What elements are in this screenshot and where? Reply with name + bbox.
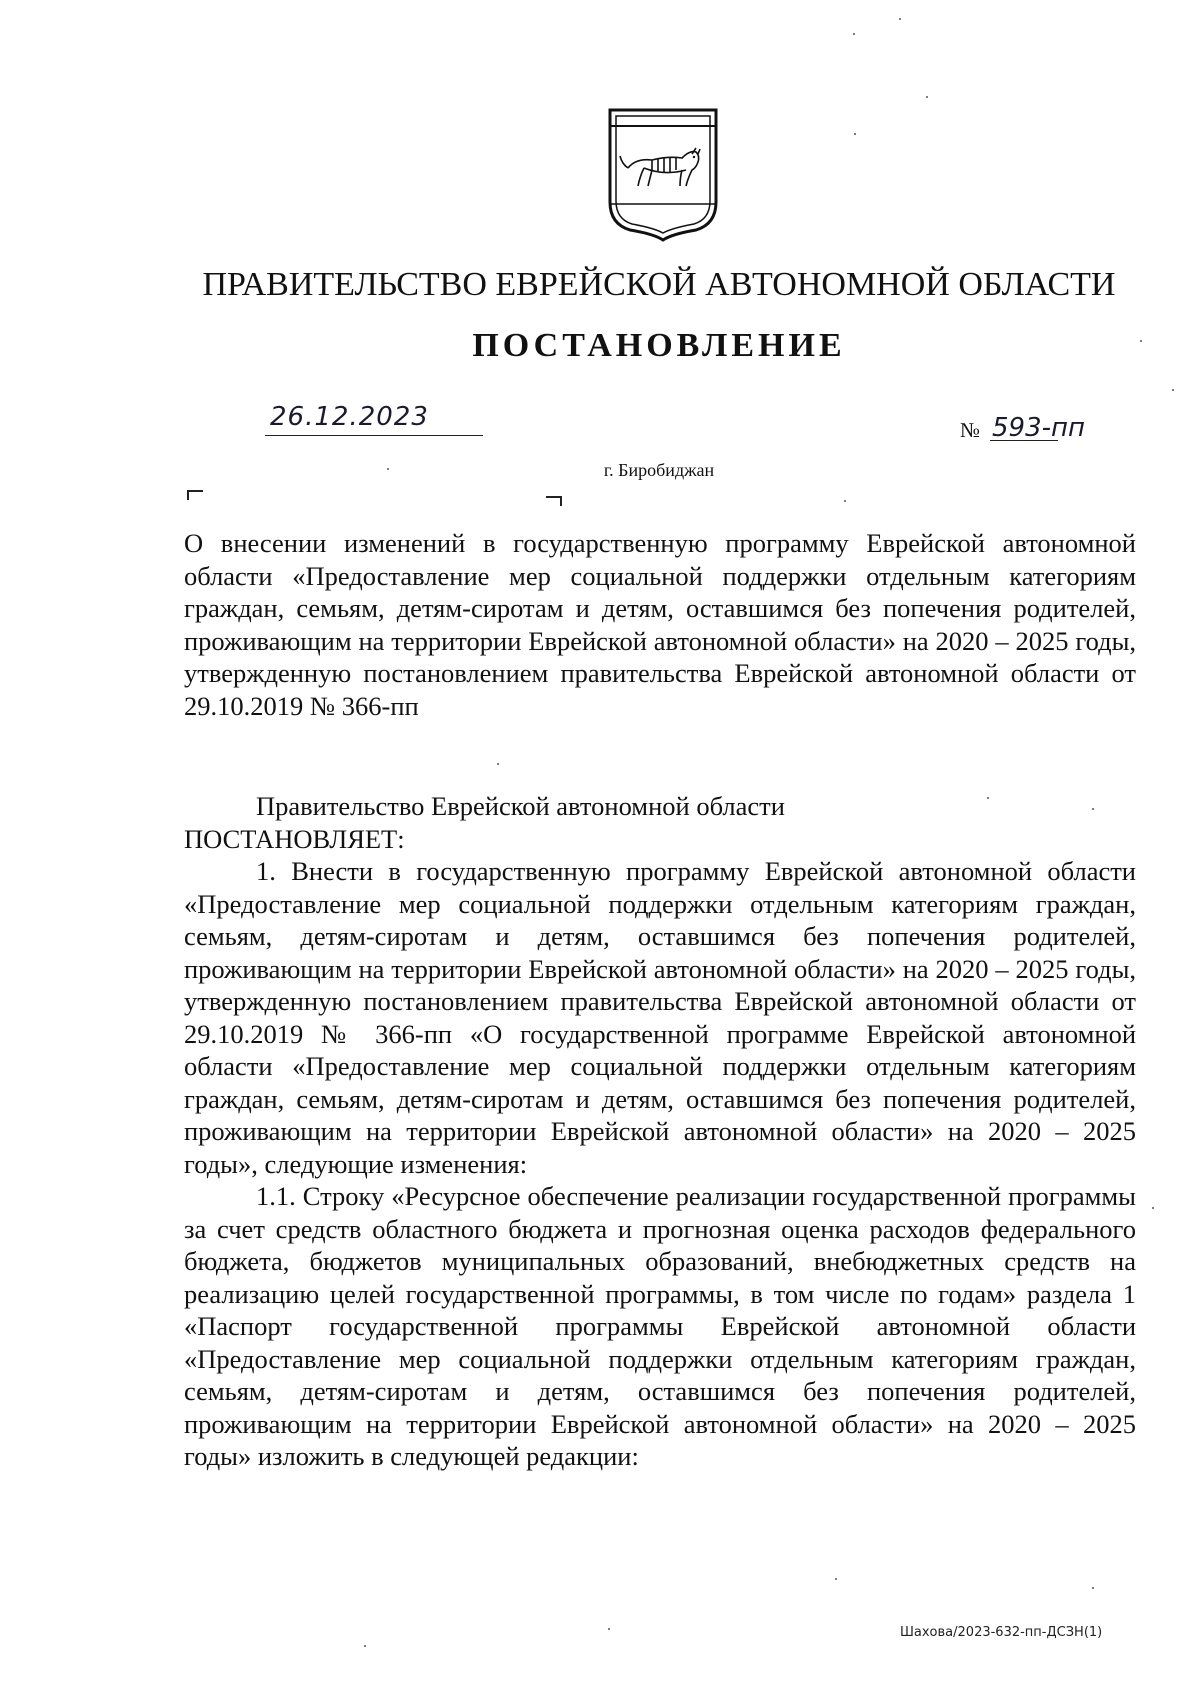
document-date: 26.12.2023 [270,402,429,432]
scan-speck [1172,389,1174,391]
preamble-line-1: Правительство Еврейской автономной области [256,791,785,821]
scan-speck [364,1645,366,1647]
document-type-title: ПОСТАНОВЛЕНИЕ [472,327,846,364]
number-label: № [960,418,981,442]
scan-speck [497,763,499,765]
scan-speck [844,500,846,502]
document-subject-title: О внесении изменений в государственную программу Еврейской автономной области «Предоставление мер социальной поддержки отдельным категориям граждан, семьям, детям-сиротам и детям, оставшимся без попечения родителей, проживающим на территории Еврейской автономной области» на 2020 – 2025 годы, утвержденную постановлением правительства Еврейской автономной области от 29.10.2019 № 366-пп [184,528,1136,721]
scan-speck [387,468,389,470]
organization-name: ПРАВИТЕЛЬСТВО ЕВРЕЙСКОЙ АВТОНОМНОЙ ОБЛАСТИ [202,266,1116,303]
scan-speck [853,33,855,35]
title-corner-right [546,496,562,506]
preamble-line-2: ПОСТАНОВЛЯЕТ: [184,823,405,854]
scan-speck [926,96,928,98]
scan-speck [1092,1587,1094,1589]
document-body [184,790,1136,1473]
scan-speck [987,797,989,799]
paragraph-item-1-1: 1.1. Строку «Ресурсное обеспечение реализации государственной программы за счет средств областного бюджета и прогнозная оценка расходов федерального бюджета, бюджетов муниципальных образований, внебюджетных средств на реализацию целей государственной программы, в том числе по годам» раздела 1 «Паспорт государственной программы Еврейской автономной области «Предоставление мер социальной поддержки отдельным категориям граждан, семьям, детям-сиротам и детям, оставшимся без попечения родителей, проживающим на территории Еврейской автономной области» на 2020 – 2025 годы» изложить в следующей редакции: [184,1181,1136,1471]
title-corner-left [187,490,203,500]
city-name: г. Биробиджан [603,460,715,480]
scan-speck [1152,1207,1154,1209]
paragraph-item-1: 1. Внести в государственную программу Еврейской автономной области «Предоставление мер социальной поддержки отдельным категориям граждан, семьям, детям-сиротам и детям, оставшимся без попечения родителей, проживающим на территории Еврейской автономной области» на 2020 – 2025 годы, утвержденную постановлением правительства Еврейской автономной области от 29.10.2019 № 366-пп «О государственной программе Еврейской автономной области «Предоставление мер социальной поддержки отдельным категориям граждан, семьям, детям-сиротам и детям, оставшимся без попечения родителей, проживающим на территории Еврейской автономной области» на 2020 – 2025 годы», следующие изменения: [184,856,1136,1179]
scan-speck [1140,340,1142,342]
document-number: 593-пп [992,413,1086,443]
scan-speck [854,133,856,135]
tiger-coat-of-arms-icon [606,106,720,242]
scan-speck [899,18,901,20]
scan-speck [835,1578,837,1580]
footer-document-code: Шахова/2023-632-пп-ДСЗН(1) [900,1625,1103,1640]
scan-speck [608,1628,610,1630]
scan-speck [1092,808,1094,810]
